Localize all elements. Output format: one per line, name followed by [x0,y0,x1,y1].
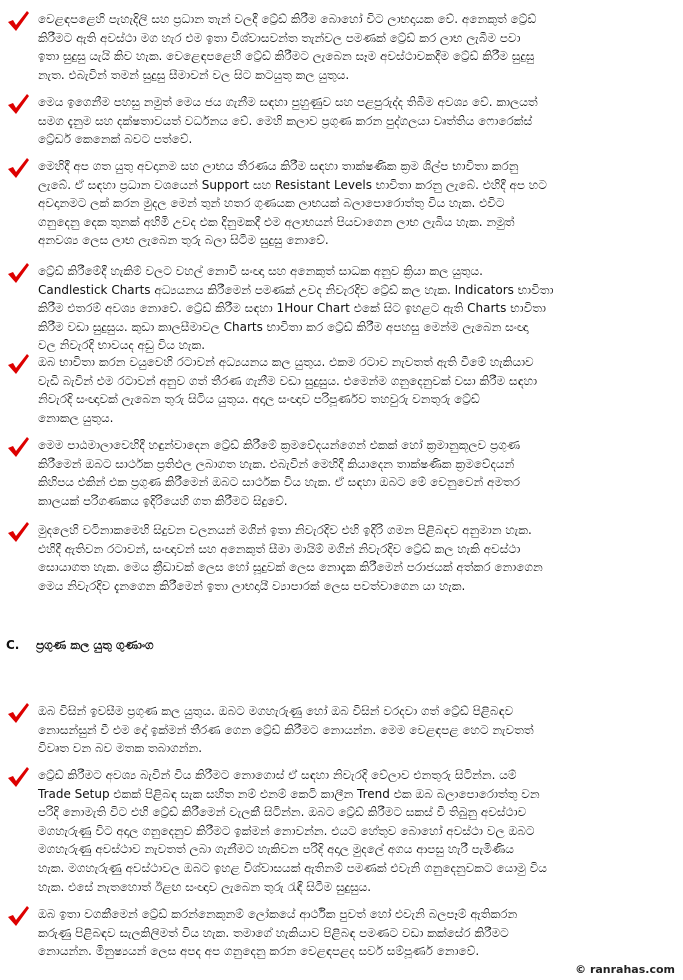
list-item-text: මුදලෙහි වටිනාකමෙහි සිදුවන චලනයන් මගින් ඉතා නිවැරදිව එහි ඉදිරි ගමන පිළිබඳව අනුමාන හැක. එහිදී ඇතිවන රටාවන්, සංඥාවන් සහ අනෙකුත් සීමා මායිම් මගින් නිවැරදිව ට්‍රේඩ් කල හැකි අවස්ථා සොයාගත හැක. මෙය ක්‍රීඩාවක් ලෙස හෝ සූදුවක් ලෙස නොදැක කිරීමෙන් පරාජයක් අත්කර නොගෙන මෙය නිවැරදිව දැනගෙන කිරීමෙන් ඉතා ලාභදායී ව්‍යාපාරක් ලෙස පවත්වාගෙන යා හැක. [38,523,543,593]
list-item [6,436,678,510]
list-item [6,262,678,355]
red-checkmark-icon [6,93,30,115]
list-item [6,10,678,84]
list-item-text: ට්‍රේඩ් කිරීමට අවශ්‍ය බැවින් විය කිරීමට නොගොස් ඒ සඳහා නිවැරදි වේලාව එනතුරු සිටින්න. යම් Trade Setup එකක් පිළිබඳ සැක සහිත නම් එනම් කෙටි කාලීන Trend එක ඔබ බලාපොරොත්තු වන පරිදි නොමැති විට එහි ට්‍රේඩ් කිරීමෙන් වැලකී සිටින්න. ඔබට ට්‍රේඩ් කිරීමට සකස් වී තිබුනු අවස්ථාව මගහැරුණු විට අදාල ගනුදෙනුව කිරීමට ඉක්මන් නොවන්න. එයට හේතුව බොහෝ අවස්ථා වල ඔබට මගහැරුණු අවස්ථාව නැවතත් ලබා ගැනීමට හැකිවන පරිදි අදාල මුදලේ අගය ආපසු හැරී පැමිණිය හැක. මගහැරුණු අවස්ථාවල ඔබට ඉහළ විශ්වාසයක් ඇතිනම් පමණක් එවැනි ගනුදෙනුවකට යොමු විය හැක. එසේ නැතහොත් ඊළඟ සංඥාව ලැබෙන තුරු රැඳී සිටීම සුදුසුය. [38,768,547,894]
list-item-text: මෙම පාඨමාලාවෙහිදී හඳුන්වාදෙන ට්‍රේඩ් කිරීමේ ක්‍රමවේදයන්ගෙන් එකක් හෝ ක්‍රමානුකූලව ප්‍රගුණ කිරීමෙන් ඔබට සාර්ථක ප්‍රතිඵල ලබාගත හැක. එබැවින් මෙහිදී කියාදෙන තාක්ෂණික ක්‍රමවේදයන් කිහිපය එකින් එක ප්‍රගුණ කිරීමෙන් ඔබට සාර්ථක විය හැක. ඒ සඳහා ඔබට මේ වෙනුවෙන් අමතර කාලයක් පරිගණකය ඉදිරියෙහි ගත කිරීමට සිදුවේ. [38,438,521,508]
list-item-text: ඔබ විසින් ඉවසීම ප්‍රගුණ කල යුතුය. ඔබට මගහැරුණු හෝ ඔබ විසින් වරදවා ගත් ට්‍රේඩ් පිළිබඳව නොසන්සුන් වී එම දෝ ඉක්මන් තීරණ ගෙන ට්‍රේඩ් කිරීමට නොයන්න. මෙම වෙළඳපළ හෙට නැවතත් විවෘත වන බව මතක තබාගන්න. [38,704,534,756]
watermark-text: ranrahas.com [589,963,675,976]
red-checkmark-icon [6,157,30,179]
red-checkmark-icon [6,436,30,458]
list-item [6,353,678,427]
copyright-icon: © [575,963,587,976]
list-item [6,766,678,896]
list-item-text: ඔබ ඉතා වගකීමෙන් ට්‍රේඩ් කරන්නෙකුනම් ලෝකයේ ආර්ථික පුවත් හෝ එවැනි බලපෑම් ඇතිකරන කරුණු පිළිබඳව සැලකිලිමත් විය හැක. තමාගේ හැකියාව පිළිබඳ පමණට වඩා කක්සේර කිරීමට නොයන්න. මිනුෂ්‍යයන් ලෙස අපද අප ගනුදෙනු කරන වෙළඳපළද සර්ව සම්පූර්ණ නොවේ. [38,907,518,959]
section-title: ප්‍රගුණ කල යුතු ගුණාංග [36,638,154,652]
red-checkmark-icon [6,262,30,284]
red-checkmark-icon [6,10,30,32]
red-checkmark-icon [6,521,30,543]
watermark [575,963,675,976]
list-item [6,93,678,149]
list-item [6,521,678,595]
list-item-text: මෙය ඉගෙනීම පහසු නමුත් මෙය ජය ගැනීම සඳහා පුහුණුව සහ පළපුරුද්ද තිබීම අවශ්‍ය වේ. කාලයත් සමග දැනුම සහ දක්ෂතාවයත් වර්ධනය වේ. මෙහි කලාව ප්‍රගුණ කරන පුද්ගලයා වෘත්තිය ෆොරෙක්ස් ට්‍රේඩර් කෙනෙක් බවට පත්වේ. [38,95,538,147]
red-checkmark-icon [6,702,30,724]
red-checkmark-icon [6,353,30,375]
list-item-text: මෙහිදී අප ගත යුතු අවදානම සහ ලාභය තීරණය කිරීම සඳහා තාක්ෂණික ක්‍රම ශිල්ප භාවිතා කරනු ලැබේ. ඒ සඳහා ප්‍රධාන වශයෙන් Support සහ Resistant Levels භාවිතා කරනු ලැබේ. එහිදී අප හට අවදානමට ලක් කරන මුදල මෙන් තුන් හතර ගුණයක ලාභයක් බලාපොරොත්තු විය හැක. එවිට ගනුදෙනු දෙක තුනක් අහිමි උවද එක දිනුමකදී එම අලාභයන් පියවාගෙන ලාභ ලැබිය හැක. නමුත් අනවශ්‍ය ලෙස ලාභ ලැබෙන තුරු බලා සිටීම සුදුසු නොවේ. [38,159,547,248]
list-item [6,905,678,961]
red-checkmark-icon [6,766,30,788]
list-item [6,157,678,250]
section-heading [6,637,154,653]
list-item [6,702,678,758]
red-checkmark-icon [6,905,30,927]
list-item-text: ට්‍රේඩ් කිරීමේදී හැකිම් වලට වහල් නොවී සංඥා සහ අනෙකුත් සාධක අනුව ක්‍රියා කල යුතුය. Candlestick Charts අධ්‍යයනය කිරීමෙන් පමණක් උවද නිවැරදිව ට්‍රේඩ් කල හැක. Indicators භාවිතා කිරීම එතරම් අවශ්‍ය නොවේ. ට්‍රේඩ් කිරීම සඳහා 1Hour Chart එකේ සිට ඉහළට ඇති Charts භාවිතා කිරීම වඩා සුදුසුය. කුඩා කාලසීමාවල Charts භාවිතා කර ට්‍රේඩ් කිරීම අපහසු මෙන්ම ලැබෙන සංඥා වල නිවැරදි භාවයද අඩු විය හැක. [38,264,554,353]
list-item-text: වෙළඳපළෙහි පැහැදිලි සහ ප්‍රධාන තැන් වලදී ට්‍රේඩ් කිරීම බොහෝ විට ලාභදායක වේ. අනෙකුත් ට්‍රේඩ් කිරීමට ඇති අවස්ථා මග හැර එම ඉතා විශ්වාසවන්ත තැන්වල පමණක් ට්‍රේඩ් කර ලාභ ලැබීම පවා ඉතා සුදුසු යැයි කිව හැක. වෙළෙඳපළෙහි ට්‍රේඩ් කිරීමට ලැබෙන සෑම අවස්ථාවකදීම ට්‍රේඩ් කිරීම සුදුසු නැත. එබැවින් තමන් සුදුසු සීමාවන් වල සිට කටයුතු කල යුතුය. [38,12,537,82]
section-letter: C. [6,638,20,652]
list-item-text: ඔබ භාවිතා කරන වයුවෙහි රටාවන් අධ්‍යයනය කල යුතුය. එකම රටාව නැවතත් ඇති වීමේ හැකියාව වැඩි බැවින් එම රටාවන් අනුව ගත් තීරණ ගැනීම වඩා සුදුසුය. එමෙන්ම ගනුදෙනුවක් වසා කිරීම සඳහා නිවැරදි සංඥාවක් ලැබෙන තුරු සිටිය යුතුය. අදාල සංඥාව පරිපූර්ණව තහවුරු වනතුරු ට්‍රේඩ් නොකල යුතුය. [38,355,538,425]
